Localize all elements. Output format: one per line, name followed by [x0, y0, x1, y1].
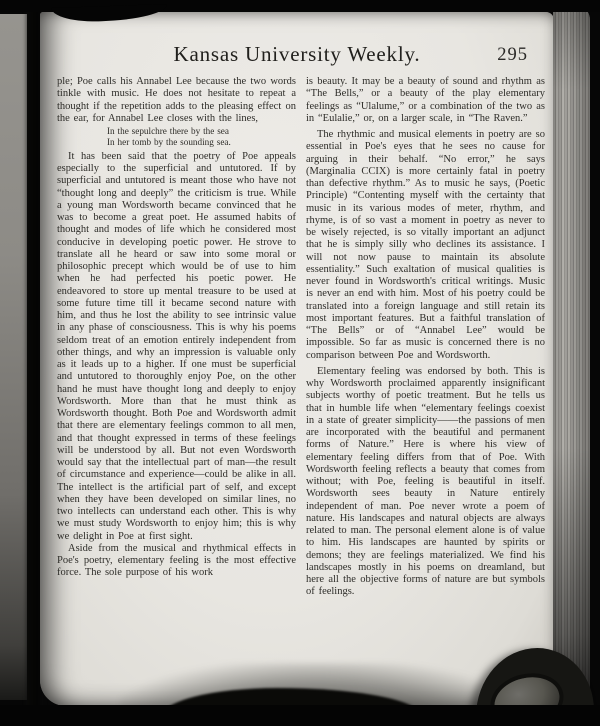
paragraph: Aside from the musical and rhythmical effects in Poe's poetry, elementary feeling is the most effective force. The sole purpose of his work [57, 542, 296, 579]
poem-quote [107, 126, 296, 149]
facing-page-edge [0, 14, 27, 700]
page-header [40, 12, 554, 76]
paragraph-continuation: ple; Poe calls his Annabel Lee because the two words tinkle with music. He does not hesitate to repeat a thought if the repetition adds to the pleasing effect on the ear, for Annabel Lee closes with the lines, [57, 76, 296, 124]
paragraph: Elementary feeling was endorsed by both. This is why Wordsworth proclaimed apparently insignificant subjects worthy of poetic treatment. But he tells us that in humble life when “elementary feelings coexist in a state of greater simplicity——the passions of men are incorporated with the beautiful and permanent forms of Nature.” Here is where his view of elementary feeling differs from that of Poe. With Wordsworth feeling reflects a beauty that comes from without; with Poe, feeling is beautiful in itself. Wordsworth sees beauty in Nature entirely independent of man. Poe never wrote a poem of nature. His landscapes and natural objects are always related to man. The personal element alone is of value to him. His landscapes are haunted by spirits or demons; they are feelings materialized. We find his landscapes mostly in his poems on dreamland, but here all the objective forms of nature are but symbols of feelings. [306, 365, 545, 598]
journal-title: Kansas University Weekly. [173, 42, 421, 66]
bottom-black-border [0, 705, 600, 726]
right-column [306, 76, 545, 599]
poem-line: In her tomb by the sounding sea. [107, 137, 231, 148]
book-page [40, 12, 554, 706]
page-stack-shade [553, 4, 590, 720]
poem-line: In the sepulchre there by the sea [107, 126, 229, 136]
paragraph-continuation: is beauty. It may be a beauty of sound and rhythm as “The Bells,” or a beauty of the play elementary feelings as “Ulalume,” or a combination of the two as in “Eulalie,” or, on a larger scale, in “The Raven.” [306, 76, 545, 124]
paragraph: The rhythmic and musical elements in poetry are so essential in Poe's eyes that he sees no cause for arguing in their behalf. “No error,” he says (Marginalia CCIX) is more certainly fatal in poetry than defective rhythm.” As to music he says, (Poetic Principle) “Contenting myself with the certainty that music in its various modes of meter, rhythm, and rhyme, is of so vast a moment in poetry as never to be wisely rejected, is so vitally important an adjunct that he is simply silly who declines its assistance. I will not now pause to maintain its absolute essentiality.” Such exaltation of musical qualities is never found in Wordsworth's critical writings. Music is never an end with him. Most of his poetry could be translated into a foreign language and still retain its most important features. But a faithful translation of “The Bells” or of “Annabel Lee” would be impossible. So far as music is concerned there is no comparison between Poe and Wordsworth. [306, 129, 545, 361]
paragraph: It has been said that the poetry of Poe appeals especially to the superficial and untutored. If by superficial and untutored is meant those who have not “thought long and deeply” the criticism is true. While a young man Wordsworth became convinced that he was to become a great poet. He assumed habits of thought and modes of life which he considered most conducive in developing poetic power. He strove to translate all he heard or saw into some moral or philosophic precept which would be of use to him when he had perfected his poetic power. He endeavored to store up mental treasure to be used at some future time till it became second nature with him, and thus he lost the ability to see intrinsic value in any phase of consciousness. This is why his poems seldom treat of an emotion entirely independent from other things, and why an impression is valuable only as it leads up to a higher. If one must be superficial and untutored to thoroughly enjoy Poe, on the other hand he must have thought long and deeply to enjoy Wordsworth. More than that he must think as Wordsworth thought. Both Poe and Wordsworth admit that there are elementary feelings common to all men, and that thought expressed in terms of these feelings will be understood by all. But not even Wordsworth would say that the intellectual part of man—the result of circumstance and experience—could be alike in all. The intellect is the artificial part of self, and except when they have been developed on similar lines, no two intellects can understand each other. This is why we must study Wordsworth to enjoy him; this is why we delight in Poe at first sight. [57, 150, 296, 542]
left-column [57, 76, 296, 599]
article-columns [57, 76, 546, 599]
page-number: 295 [497, 45, 528, 65]
